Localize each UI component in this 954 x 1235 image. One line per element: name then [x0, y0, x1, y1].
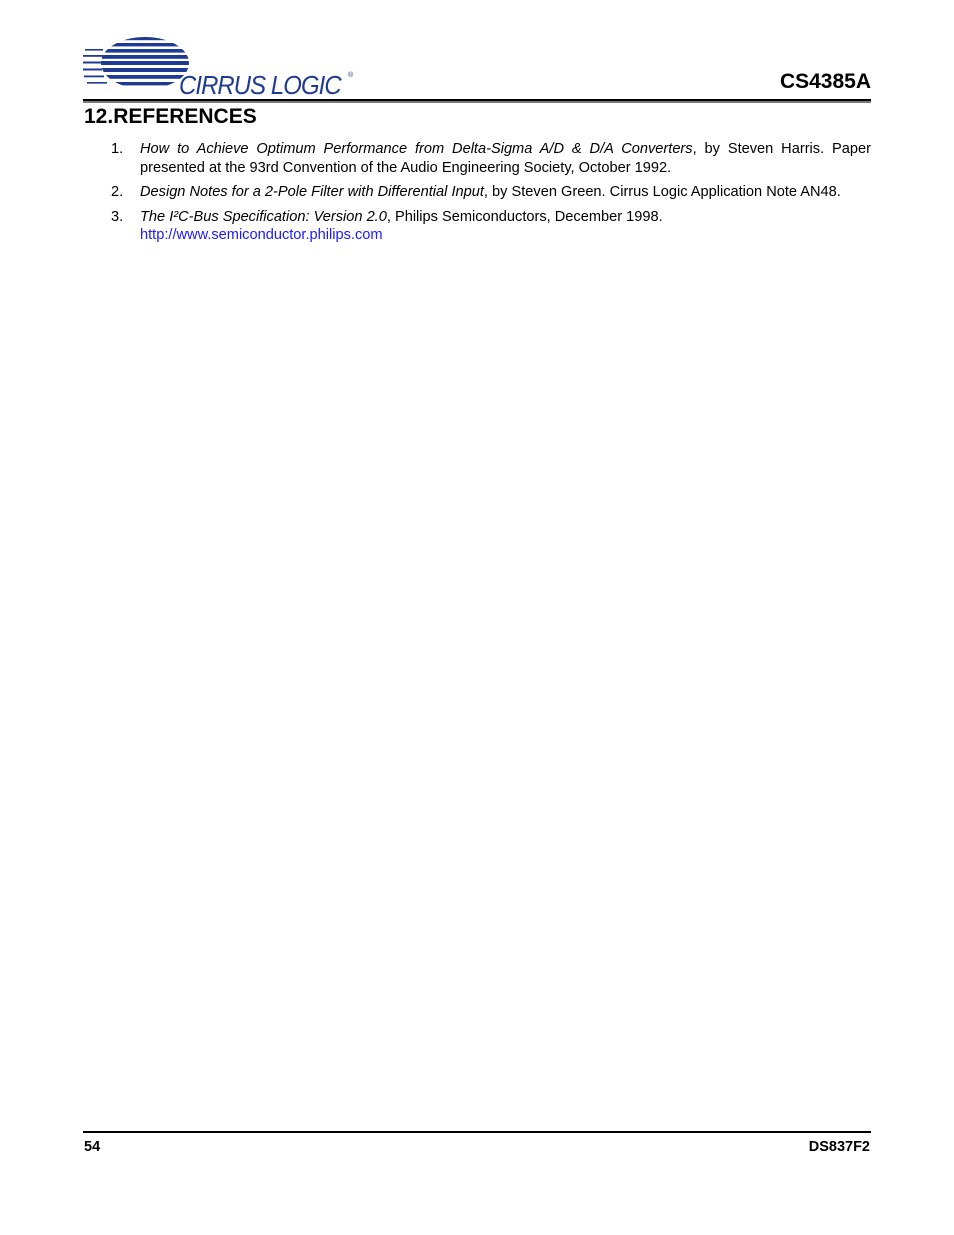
- document-code: DS837F2: [808, 1139, 870, 1155]
- reference-number: 2.: [111, 184, 124, 201]
- reference-details: , by Steven Green. Cirrus Logic Application Note AN48.: [483, 184, 841, 201]
- reference-item: [111, 183, 871, 202]
- reference-title: The I²C-Bus Specification: Version 2.0: [140, 208, 387, 225]
- cirrus-logic-globe-icon: [83, 34, 193, 96]
- reference-number: 1.: [111, 141, 124, 157]
- reference-item: [111, 140, 871, 178]
- page-number: 54: [84, 1139, 101, 1155]
- reference-item: [111, 208, 871, 246]
- document-title: CS4385A: [779, 70, 871, 93]
- reference-details: , Philips Semiconductors, December 1998.: [386, 208, 663, 225]
- reference-title: How to Achieve Optimum Performance from Delta-Sigma A/D & D/A Converters: [140, 141, 693, 157]
- section-heading: 12.REFERENCES: [84, 105, 257, 128]
- reference-number: 3.: [111, 208, 124, 225]
- page-header: [83, 30, 871, 106]
- reference-details: , by Steven Harris. Paper presented at the 93rd Convention of the Audio Engineering Society, October 1992.: [140, 141, 871, 176]
- footer-divider: [83, 1131, 871, 1133]
- philips-semiconductor-link[interactable]: http://www.semiconductor.philips.com: [140, 227, 383, 244]
- registered-mark: ®: [348, 72, 354, 79]
- header-divider: [83, 99, 871, 103]
- logo-wordmark: CIRRUS LOGIC: [179, 70, 341, 100]
- cirrus-logic-logo: [83, 34, 363, 100]
- reference-title: Design Notes for a 2-Pole Filter with Differential Input: [140, 184, 484, 201]
- references-list: [111, 140, 871, 251]
